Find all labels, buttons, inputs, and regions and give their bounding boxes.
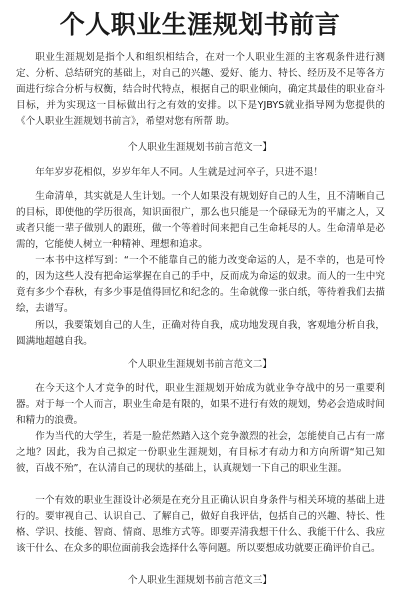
intro-paragraph: 职业生涯规划是指个人和组织相结合，在对一个人职业生涯的主客观条件进行测定、分析、总结研究的基础上，对自己的兴趣、爱好、能力、特长、经历及不足等各方面进行综合分析与权衡，结合时代特点，根据自己的职业倾向，确定其最佳的职业奋斗目标，并为实现这一目标做出行之有效的安排。以下是YJBYS就业指导网为您提供的《个人职业生涯规划书前言》，希望对您有所帮 助。	[16, 52, 385, 127]
section-2-paragraph-1: 在今天这个人才竞争的时代，职业生涯规划开始成为就业争夺战中的另一重要利器。对于每一个人而言，职业生命是有限的，如果不进行有效的规划，势必会造成时间和精力的浪费。	[16, 383, 385, 426]
document-title: 个人职业生涯规划书前言	[59, 10, 341, 39]
section-2-paragraph-3: 一个有效的职业生涯设计必须是在充分且正确认识自身条件与相关环境的基础上进行的。要审视自己、认识自己、了解自己，做好自我评估，包括自己的兴趣、特长、性格、学识、技能、智商、情商、思维方式等。即要弄清我想干什么、我能干什么、我应该干什么、在众多的职位面前我会选择什么等问题。所以要想成功就要正确评价自己。	[16, 495, 385, 554]
section-1-paragraph-1: 年年岁岁花相似，岁岁年年人不同。人生就是过河卒子，只进不退！	[35, 167, 323, 178]
section-1-paragraph-2: 生命清单，其实就是人生计划。一个人如果没有规划好自己的人生，且不清晰自己的目标，即使他的学历很高，知识面很广，那么也只能是一个碌碌无为的平庸之人，又或者只能一辈子做别人的跟班，做一个等着时间来把自己生命耗尽的人。生命清单是必需的，它能使人树立一种精神、理想和追求。	[16, 191, 385, 250]
section-heading-1: 个人职业生涯规划书前言范文一】	[128, 142, 272, 153]
section-heading-2: 个人职业生涯规划书前言范文二】	[128, 359, 272, 370]
section-2-paragraph-2: 作为当代的大学生，若是一脸茫然踏入这个竞争激烈的社会，怎能使自己占有一席之地？因此，我为自己拟定一份职业生涯规划，有目标才有动力和方向所谓“知己知彼，百战不殆”，在认清自己的现状的基础上，认真规划一下自己的职业生涯。	[16, 431, 385, 474]
section-1-paragraph-4: 所以，我要策划自己的人生，正确对待自我，成功地发现自我，客观地分析自我，圆满地超越自我。	[16, 320, 385, 347]
section-1-paragraph-3: 一本书中这样写到：“一个不能靠自己的能力改变命运的人，是不幸的，也是可怜的，因为这些人没有把命运掌握在自己的手中，反而成为命运的奴隶。而人的一生中究竟有多少个春秋，有多少事是值得回忆和纪念的。生命就像一张白纸，等待着我们去描绘，去谱写。	[16, 255, 385, 314]
section-heading-3: 个人职业生涯规划书前言范文三】	[128, 575, 272, 586]
